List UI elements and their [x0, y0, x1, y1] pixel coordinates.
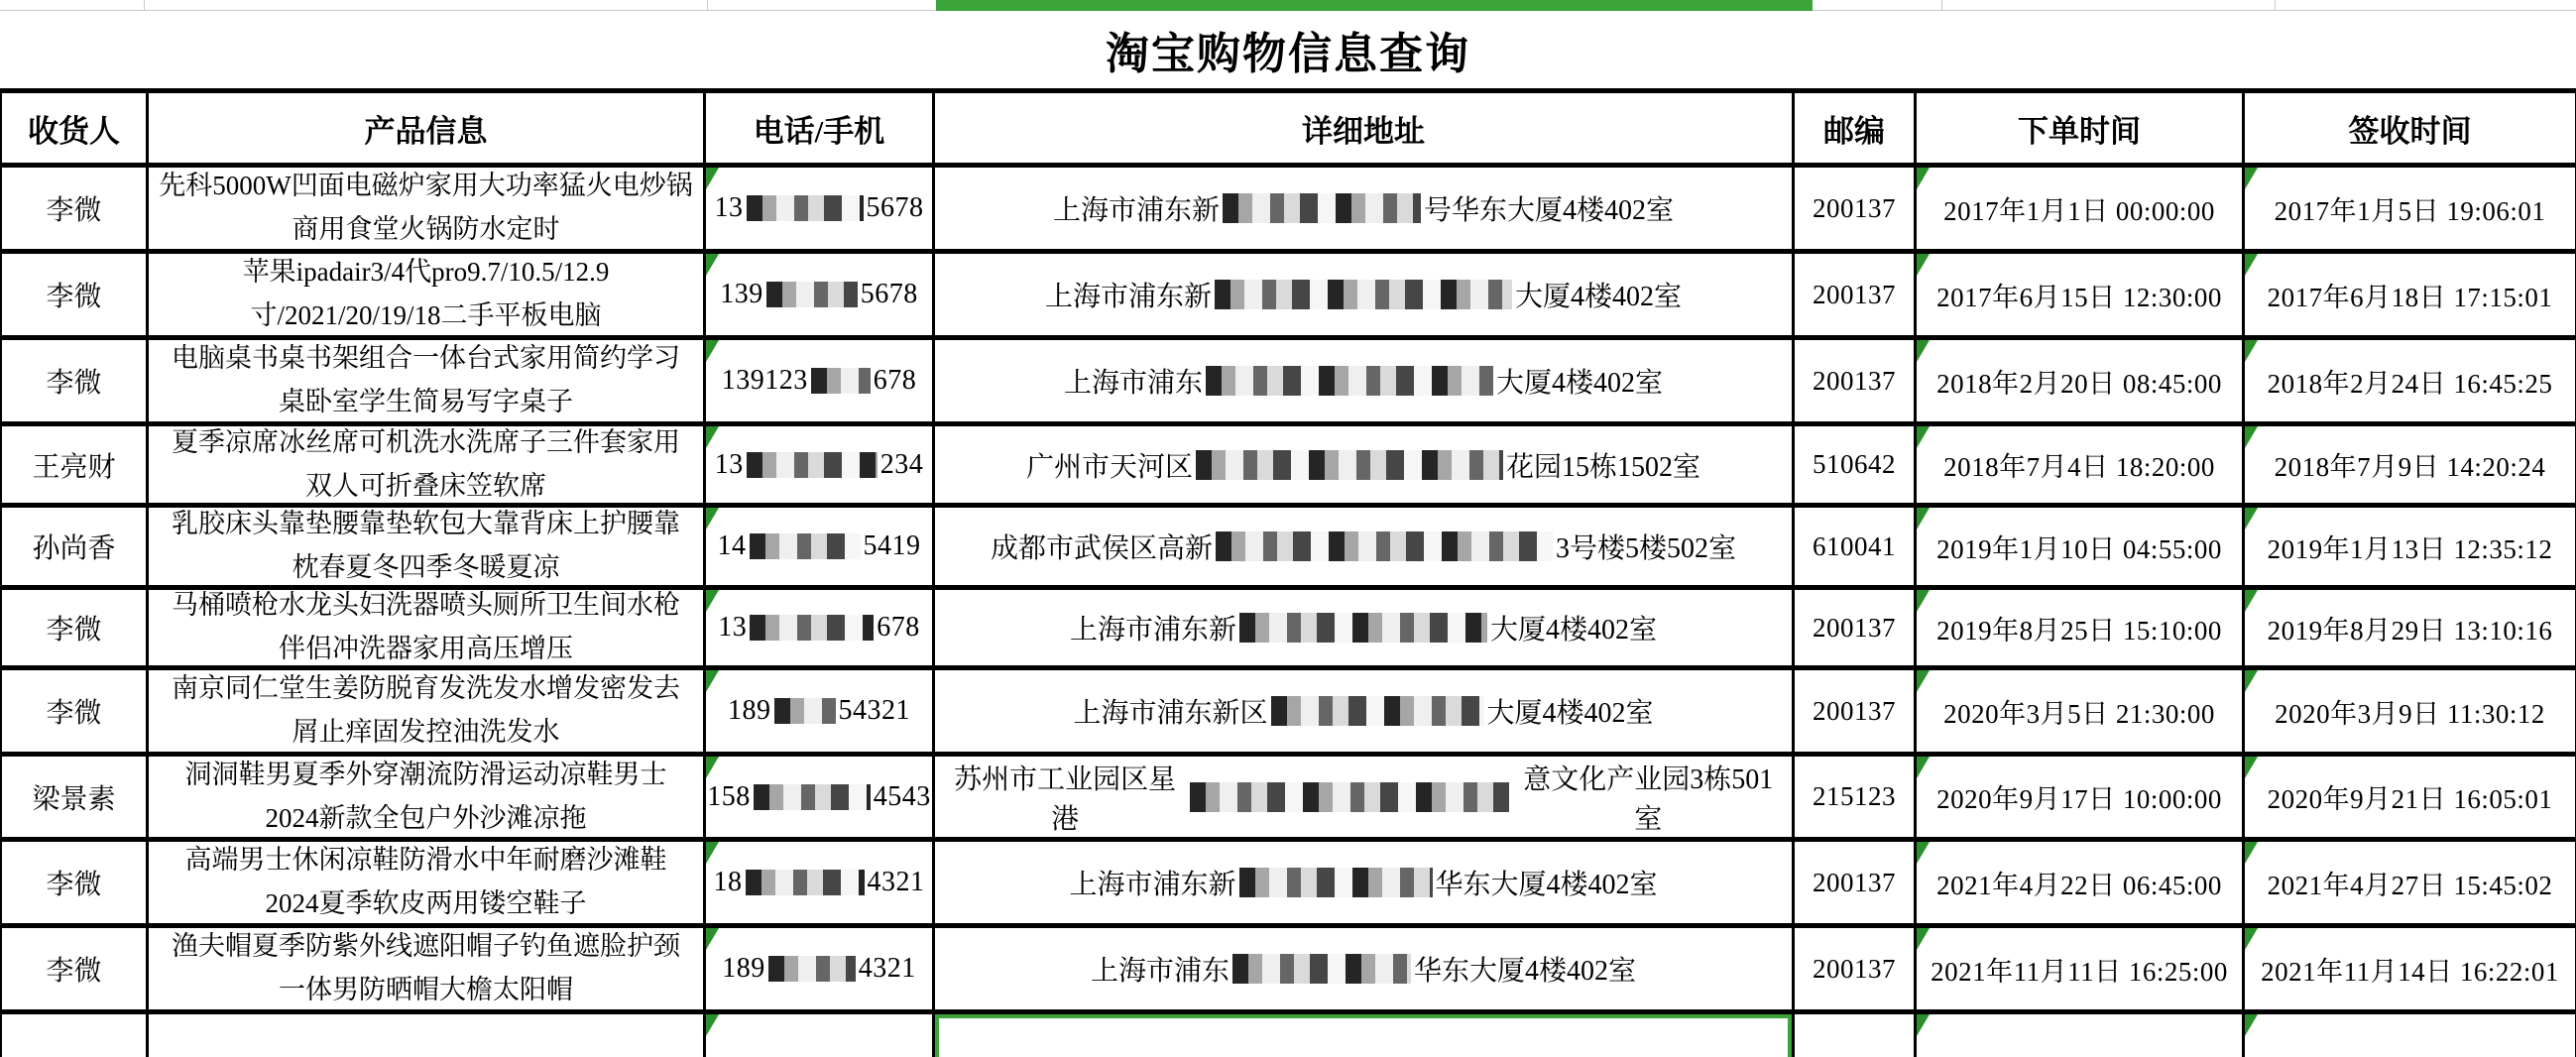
cell-text: 2019年1月10日 04:55:00 [1936, 533, 2222, 564]
cell-recipient[interactable] [2, 842, 149, 928]
header-recipient[interactable]: 收货人 [2, 88, 149, 168]
gridline [707, 0, 708, 10]
cell-sign-time[interactable] [2245, 168, 2576, 254]
pixelated-mask [1196, 450, 1503, 480]
cell-address[interactable] [935, 508, 1795, 590]
cell-sign-time[interactable] [2245, 757, 2576, 842]
cell-text: 渔夫帽夏季防紫外线遮阳帽子钓鱼遮脸护颈一体男防晒帽大檐太阳帽 [172, 931, 680, 1004]
cell-text: 李微 [46, 195, 102, 226]
error-indicator-icon [2245, 590, 2258, 612]
cell-text: 2019年1月13日 12:35:12 [2267, 533, 2553, 564]
cell-phone[interactable] [706, 426, 935, 508]
cell-text: 李微 [46, 956, 102, 987]
cell-text: 广州市天河区 [1025, 451, 1193, 483]
error-indicator-icon [2245, 426, 2258, 448]
cell-text: 意文化产业园3栋501室 [1523, 763, 1774, 835]
error-indicator-icon [1917, 590, 1930, 612]
header-phone[interactable]: 电话/手机 [706, 88, 935, 168]
cell-text: 梁景素 [32, 783, 116, 815]
cell-text: 大厦4楼402室 [1486, 698, 1654, 729]
cell-product[interactable] [149, 508, 706, 590]
cell-text: 510642 [1813, 449, 1896, 479]
error-indicator-icon [706, 168, 719, 189]
cell-text: 189 [728, 695, 771, 726]
cell-text: 上海市浦东新 [1069, 615, 1236, 646]
error-indicator-icon [1917, 426, 1930, 448]
header-order-time[interactable]: 下单时间 [1917, 88, 2245, 168]
cell-text: 678 [873, 365, 917, 396]
cell-text: 139 [720, 279, 763, 309]
header-product[interactable]: 产品信息 [149, 88, 706, 168]
error-indicator-icon [2245, 842, 2258, 864]
pixelated-mask [750, 533, 861, 559]
cell-phone[interactable] [706, 928, 935, 1014]
page-title: 淘宝购物信息查询 [1106, 30, 1470, 78]
cell-text: 大厦4楼402室 [1515, 282, 1683, 312]
error-indicator-icon [1917, 842, 1930, 864]
cell-sign-time[interactable] [2245, 340, 2576, 426]
cell-text: 高端男士休闲凉鞋防滑水中年耐磨沙滩鞋2024夏季软皮两用镂空鞋子 [184, 845, 667, 918]
cell-order-time[interactable] [1917, 928, 2245, 1014]
error-indicator-icon [2245, 340, 2258, 362]
cell-text: 2018年7月4日 18:20:00 [1943, 452, 2215, 482]
cell-text: 上海市浦东 [1063, 368, 1203, 399]
cell-recipient[interactable] [2, 1014, 149, 1057]
cell-order-time[interactable] [1917, 254, 2245, 340]
cell-text: 18 [713, 867, 743, 897]
error-indicator-icon [706, 254, 719, 276]
cell-order-time[interactable] [1917, 340, 2245, 426]
cell-phone[interactable] [706, 842, 935, 928]
cell-text: 4543 [873, 780, 931, 812]
data-table [0, 88, 2576, 1057]
cell-text: 电脑桌书桌书架组合一体台式家用简约学习桌卧室学生简易写字桌子 [172, 343, 680, 416]
cell-address[interactable] [935, 757, 1795, 842]
cell-product[interactable] [149, 590, 706, 670]
cell-address[interactable] [935, 340, 1795, 426]
cell-address[interactable] [935, 928, 1795, 1014]
cell-order-time[interactable] [1917, 426, 2245, 508]
cell-postal[interactable] [1795, 426, 1917, 508]
cell-phone[interactable] [706, 590, 935, 670]
cell-recipient[interactable] [2, 928, 149, 1014]
pixelated-mask [768, 956, 856, 982]
cell-text: 215123 [1813, 781, 1896, 811]
cell-text: 苹果ipadair3/4代pro9.7/10.5/12.9寸/2021/20/19/18二手平板电脑 [242, 257, 610, 330]
cell-text: 200137 [1813, 279, 1896, 309]
cell-product[interactable] [149, 340, 706, 426]
cell-address[interactable] [935, 426, 1795, 508]
cell-postal[interactable] [1795, 168, 1917, 254]
cell-order-time[interactable] [1917, 590, 2245, 670]
pixelated-mask [1271, 696, 1484, 726]
cell-text: 马桶喷枪水龙头妇洗器喷头厕所卫生间水枪伴侣冲洗器家用高压增压 [172, 590, 680, 663]
error-indicator-icon [706, 590, 719, 612]
cell-text: 200137 [1813, 695, 1896, 726]
gridline [144, 0, 145, 10]
cell-text: 678 [877, 612, 920, 643]
cell-text: 上海市浦东新 [1052, 195, 1220, 226]
cell-text: 3号楼5楼502室 [1556, 533, 1737, 564]
cell-text: 2021年11月11日 16:25:00 [1931, 956, 2228, 987]
cell-text: 上海市浦东 [1090, 956, 1229, 987]
cell-text: 花园15栋1502室 [1506, 451, 1701, 483]
cell-text: 2020年3月9日 11:30:12 [2275, 698, 2545, 729]
cell-text: 158 [707, 780, 751, 812]
cell-text: 200137 [1813, 953, 1896, 984]
error-indicator-icon [706, 842, 719, 864]
header-address[interactable]: 详细地址 [935, 88, 1795, 168]
pixelated-mask [811, 368, 871, 394]
cell-sign-time[interactable] [2245, 670, 2576, 757]
gridline [2275, 0, 2276, 10]
cell-text: 234 [879, 448, 924, 480]
cell-order-time[interactable] [1917, 168, 2245, 254]
cell-text: 洞洞鞋男夏季外穿潮流防滑运动凉鞋男士2024新款全包户外沙滩凉拖 [184, 759, 667, 833]
pixelated-mask [1215, 280, 1512, 309]
cell-product[interactable] [149, 670, 706, 757]
cell-text: 13 [714, 448, 744, 480]
cell-product[interactable] [149, 168, 706, 254]
header-sign-time[interactable]: 签收时间 [2245, 88, 2576, 168]
cell-text: 2020年9月17日 10:00:00 [1936, 784, 2222, 814]
cell-text: 2019年8月25日 15:10:00 [1936, 615, 2222, 646]
cell-address[interactable] [935, 670, 1795, 757]
error-indicator-icon [2245, 757, 2258, 778]
cell-text: 上海市浦东新区 [1073, 698, 1268, 729]
cell-postal[interactable] [1795, 590, 1917, 670]
cell-product[interactable] [149, 254, 706, 340]
cell-text: 200137 [1813, 365, 1896, 396]
cell-product[interactable] [149, 426, 706, 508]
cell-text: 2018年2月24日 16:45:25 [2267, 368, 2553, 399]
cell-phone[interactable] [706, 1014, 935, 1057]
cell-sign-time[interactable] [2245, 842, 2576, 928]
cell-text: 2020年9月21日 16:05:01 [2267, 784, 2553, 814]
cell-sign-time[interactable] [2245, 426, 2576, 508]
cell-text: 2018年7月9日 14:20:24 [2274, 452, 2546, 482]
cell-text: 孙尚香 [32, 533, 116, 564]
cell-text: 华东大厦4楼402室 [1435, 870, 1658, 900]
cell-product[interactable] [149, 928, 706, 1014]
cell-product[interactable] [149, 842, 706, 928]
top-gridline-strip [0, 0, 2576, 11]
cell-text: 14 [717, 530, 747, 561]
cell-text: 200137 [1813, 192, 1896, 223]
cell-text: 李微 [46, 368, 102, 399]
error-indicator-icon [706, 670, 719, 692]
cell-postal[interactable] [1795, 340, 1917, 426]
cell-postal[interactable] [1795, 508, 1917, 590]
error-indicator-icon [706, 340, 719, 362]
cell-phone[interactable] [706, 168, 935, 254]
cell-postal[interactable] [1795, 254, 1917, 340]
cell-text: 先科5000W凹面电磁炉家用大功率猛火电炒锅商用食堂火锅防水定时 [159, 171, 693, 244]
cell-text: 189 [722, 953, 765, 984]
cell-text: 2020年3月5日 21:30:00 [1943, 698, 2215, 729]
error-indicator-icon [2245, 928, 2258, 950]
error-indicator-icon [1917, 340, 1930, 362]
pixelated-mask [1239, 868, 1433, 897]
cell-text: 610041 [1813, 530, 1896, 561]
cell-address[interactable] [935, 842, 1795, 928]
cell-order-time[interactable] [1917, 842, 2245, 928]
cell-text: 大厦4楼402室 [1490, 615, 1658, 646]
cell-text: 4321 [867, 867, 925, 897]
cell-postal[interactable] [1795, 842, 1917, 928]
pixelated-mask [774, 698, 836, 724]
cell-address-selected[interactable] [935, 1014, 1795, 1057]
pixelated-mask [747, 452, 878, 478]
cell-postal[interactable] [1795, 1014, 1917, 1057]
cell-sign-time[interactable] [2245, 928, 2576, 1014]
cell-text: 上海市浦东新 [1069, 870, 1236, 900]
cell-text: 李微 [46, 282, 102, 312]
cell-sign-time[interactable] [2245, 508, 2576, 590]
pixelated-mask [766, 282, 858, 307]
cell-address[interactable] [935, 590, 1795, 670]
cell-text: 2017年6月18日 17:15:01 [2267, 282, 2553, 312]
cell-text: 李微 [46, 615, 102, 646]
error-indicator-icon [1917, 670, 1930, 692]
pixelated-mask [1239, 613, 1487, 643]
cell-address[interactable] [935, 254, 1795, 340]
cell-text: 苏州市工业园区星港 [954, 763, 1177, 835]
cell-recipient[interactable] [2, 757, 149, 842]
cell-text: 乳胶床头靠垫腰靠垫软包大靠背床上护腰靠枕春夏冬四季冬暖夏凉 [172, 509, 680, 582]
cell-product[interactable] [149, 1014, 706, 1057]
cell-text: 13 [718, 612, 748, 643]
cell-text: 2019年8月29日 13:10:16 [2267, 615, 2553, 646]
cell-recipient[interactable] [2, 590, 149, 670]
cell-text: 2018年2月20日 08:45:00 [1936, 368, 2222, 399]
cell-recipient[interactable] [2, 168, 149, 254]
cell-postal[interactable] [1795, 928, 1917, 1014]
pixelated-mask [1216, 531, 1553, 561]
pixelated-mask [1206, 366, 1493, 396]
error-indicator-icon [706, 757, 719, 778]
pixelated-mask [1232, 954, 1411, 984]
error-indicator-icon [1917, 928, 1930, 950]
cell-sign-time[interactable] [2245, 1014, 2576, 1057]
cell-text: 李微 [46, 698, 102, 729]
error-indicator-icon [2245, 1014, 2258, 1036]
cell-text: 200137 [1813, 867, 1896, 897]
cell-phone[interactable] [706, 340, 935, 426]
cell-text: 夏季凉席冰丝席可机洗水洗席子三件套家用双人可折叠床笠软席 [172, 426, 680, 501]
error-indicator-icon [2245, 254, 2258, 276]
pixelated-mask [747, 195, 864, 221]
cell-text: 李微 [46, 870, 102, 900]
pixelated-mask [746, 870, 865, 895]
error-indicator-icon [1917, 1014, 1930, 1036]
cell-text: 5419 [863, 530, 921, 561]
cell-phone[interactable] [706, 757, 935, 842]
pixelated-mask [754, 784, 871, 810]
cell-postal[interactable] [1795, 670, 1917, 757]
pixelated-mask [750, 615, 874, 641]
header-postal[interactable]: 邮编 [1795, 88, 1917, 168]
cell-order-time[interactable] [1917, 1014, 2245, 1057]
gridline [1941, 0, 1942, 10]
cell-address[interactable] [935, 168, 1795, 254]
title-row [0, 11, 2576, 88]
error-indicator-icon [706, 928, 719, 950]
cell-order-time[interactable] [1917, 508, 2245, 590]
cell-text: 南京同仁堂生姜防脱育发洗发水增发密发去屑止痒固发控油洗发水 [172, 673, 680, 747]
cell-text: 王亮财 [32, 451, 116, 483]
cell-text: 5678 [866, 192, 924, 223]
cell-phone[interactable] [706, 508, 935, 590]
cell-text: 2017年1月5日 19:06:01 [2274, 195, 2546, 226]
cell-text: 139123 [721, 365, 808, 396]
cell-text: 2021年4月22日 06:45:00 [1936, 870, 2222, 900]
cell-sign-time[interactable] [2245, 254, 2576, 340]
cell-text: 2021年11月14日 16:22:01 [2261, 956, 2559, 987]
cell-text: 13 [714, 192, 744, 223]
selection-highlight-top [936, 0, 1813, 11]
error-indicator-icon [2245, 670, 2258, 692]
cell-text: 2017年1月1日 00:00:00 [1943, 195, 2215, 226]
cell-recipient[interactable] [2, 508, 149, 590]
error-indicator-icon [2245, 168, 2258, 189]
cell-text: 200137 [1813, 612, 1896, 643]
cell-phone[interactable] [706, 670, 935, 757]
cell-text: 号华东大厦4楼402室 [1424, 195, 1675, 226]
error-indicator-icon [1917, 508, 1930, 529]
cell-text: 5678 [860, 279, 918, 309]
error-indicator-icon [706, 508, 719, 529]
cell-text: 2021年4月27日 15:45:02 [2267, 870, 2553, 900]
cell-text: 华东大厦4楼402室 [1414, 956, 1637, 987]
error-indicator-icon [1917, 168, 1930, 189]
cell-text: 2017年6月15日 12:30:00 [1936, 282, 2222, 312]
cell-order-time[interactable] [1917, 757, 2245, 842]
error-indicator-icon [706, 426, 719, 448]
error-indicator-icon [1917, 757, 1930, 778]
cell-phone[interactable] [706, 254, 935, 340]
error-indicator-icon [706, 1014, 719, 1036]
cell-postal[interactable] [1795, 757, 1917, 842]
cell-text: 4321 [858, 953, 916, 984]
error-indicator-icon [2245, 508, 2258, 529]
pixelated-mask [1190, 782, 1509, 812]
error-indicator-icon [1917, 254, 1930, 276]
cell-text: 54321 [838, 695, 910, 726]
cell-sign-time[interactable] [2245, 590, 2576, 670]
cell-order-time[interactable] [1917, 670, 2245, 757]
cell-product[interactable] [149, 757, 706, 842]
cell-recipient[interactable] [2, 670, 149, 757]
cell-recipient[interactable] [2, 340, 149, 426]
cell-recipient[interactable] [2, 254, 149, 340]
cell-text: 大厦4楼402室 [1496, 368, 1664, 399]
cell-text: 上海市浦东新 [1044, 282, 1212, 312]
cell-recipient[interactable] [2, 426, 149, 508]
pixelated-mask [1223, 193, 1421, 223]
cell-text: 成都市武侯区高新 [990, 533, 1213, 564]
